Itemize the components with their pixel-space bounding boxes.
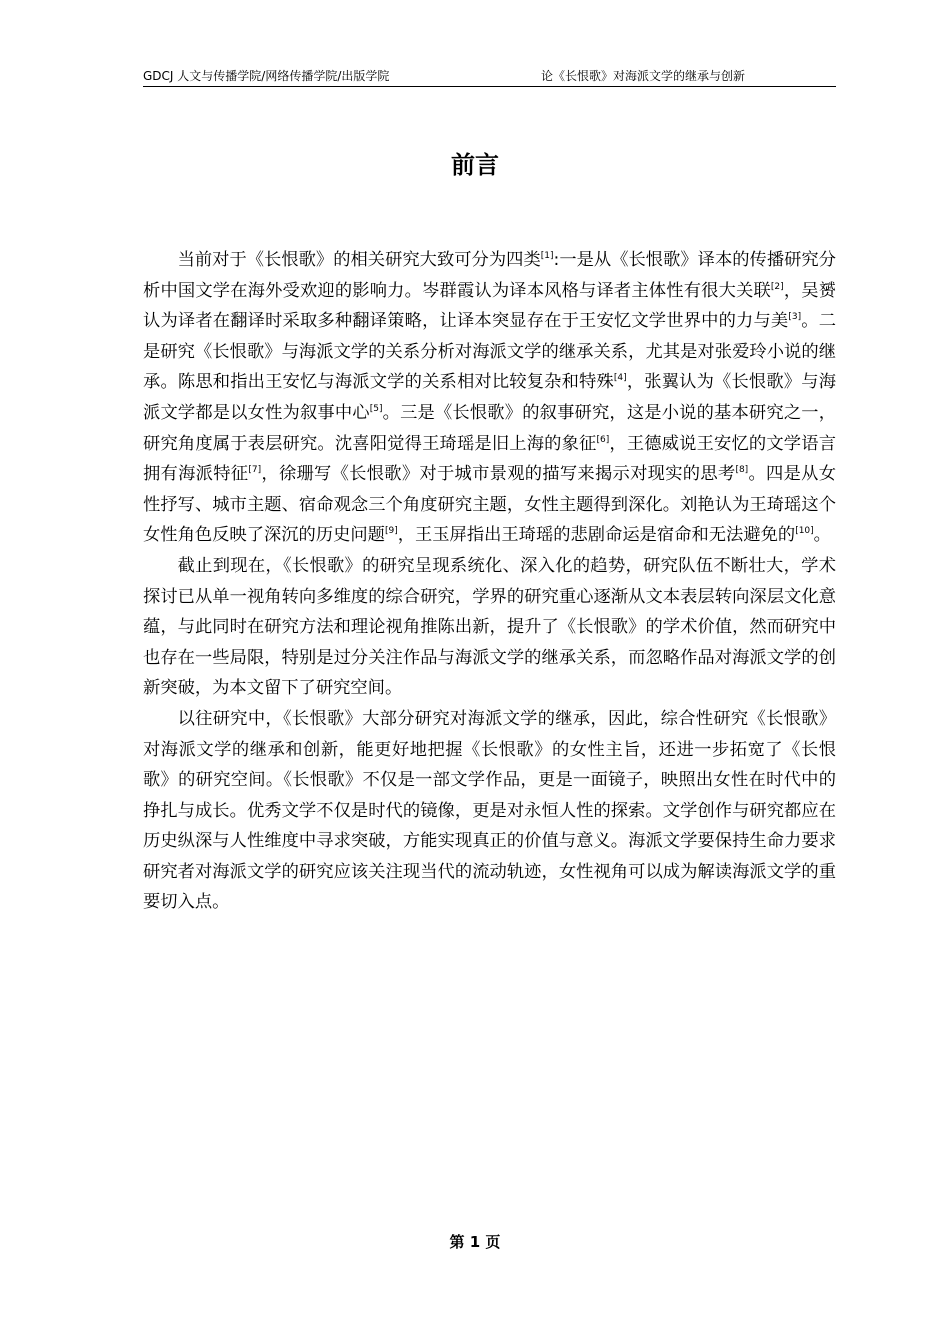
text-run: ，张翼认为《长恨歌》与海派文学都是以女性为叙事中心 bbox=[143, 372, 836, 423]
text-run: 。四是从女性抒写、城市主题、宿命观念三个角度研究主题，女性主题得到深化。刘艳认为王琦瑶这个女性角色反映了深沉的历史问题 bbox=[143, 464, 836, 546]
text-run: ，王玉屏指出王琦瑶的悲剧命运是宿命和无法避免的 bbox=[397, 525, 796, 546]
page-number: 第 1 页 bbox=[449, 1233, 501, 1251]
citation-marker: [10] bbox=[795, 526, 814, 537]
page-header bbox=[143, 68, 836, 87]
citation-marker: [9] bbox=[384, 526, 398, 537]
citation-marker: [7] bbox=[248, 465, 262, 476]
body-text bbox=[143, 245, 836, 918]
citation-marker: [8] bbox=[735, 465, 749, 476]
header-left-text: GDCJ 人文与传播学院/网络传播学院/出版学院 bbox=[143, 69, 390, 83]
paragraph bbox=[143, 245, 836, 551]
text-run: 。三是《长恨歌》的叙事研究，这是小说的基本研究之一，研究角度属于表层研究。沈喜阳觉得王琦瑶是旧上海的象征 bbox=[143, 402, 836, 454]
page-title: 前言 bbox=[451, 151, 499, 179]
paragraph bbox=[143, 704, 836, 918]
citation-marker: [2] bbox=[770, 281, 784, 292]
text-run: 截止到现在，《长恨歌》的研究呈现系统化、深入化的趋势，研究队伍不断壮大，学术探讨已从单一视角转向多维度的综合研究，学界的研究重心逐渐从文本表层转向深层文化意蕴，与此同时在研究方法和理论视角推陈出新，提升了《长恨歌》的学术价值，然而研究中也存在一些局限，特别是过分关注作品与海派文学的继承关系，而忽略作品对海派文学的创新突破，为本文留下了研究空间。 bbox=[143, 555, 836, 699]
text-run: :一是从《长恨歌》译本的传播研究分析中国文学在海外受欢迎的影响力。岑群霞认为译本风格与译者主体性有很大关联 bbox=[143, 250, 836, 301]
citation-marker: [6] bbox=[596, 434, 610, 445]
text-run: 。 bbox=[813, 525, 831, 546]
citation-marker: [3] bbox=[788, 312, 802, 323]
text-run: ，徐珊写《长恨歌》对于城市景观的描写来揭示对现实的思考 bbox=[261, 464, 736, 485]
header-right-text: 论《长恨歌》对海派文学的继承与创新 bbox=[541, 69, 746, 83]
text-run: ，王德威说王安忆的文学语言拥有海派特征 bbox=[143, 433, 836, 485]
text-run: 当前对于《长恨歌》的相关研究大致可分为四类 bbox=[177, 250, 541, 270]
text-run: ，吴赟认为译者在翻译时采取多种翻译策略，让译本突显存在于王安忆文学世界中的力与美 bbox=[143, 280, 836, 332]
paragraph bbox=[143, 551, 836, 704]
citation-marker: [1] bbox=[540, 251, 554, 262]
citation-marker: [4] bbox=[613, 373, 627, 384]
citation-marker: [5] bbox=[369, 404, 383, 415]
text-run: 以往研究中，《长恨歌》大部分研究对海派文学的继承，因此，综合性研究《长恨歌》对海派文学的继承和创新，能更好地把握《长恨歌》的女性主旨，还进一步拓宽了《长恨歌》的研究空间。《长恨歌》不仅是一部文学作品，更是一面镜子，映照出女性在时代中的挣扎与成长。优秀文学不仅是时代的镜像，更是对永恒人性的探索。文学创作与研究都应在历史纵深与人性维度中寻求突破，方能实现真正的价值与意义。海派文学要保持生命力要求研究者对海派文学的研究应该关注现当代的流动轨迹，女性视角可以成为解读海派文学的重要切入点。 bbox=[143, 708, 836, 913]
text-run: 。二是研究《长恨歌》与海派文学的关系分析对海派文学的继承关系，尤其是对张爱玲小说的继承。陈思和指出王安忆与海派文学的关系相对比较复杂和特殊 bbox=[143, 311, 836, 393]
